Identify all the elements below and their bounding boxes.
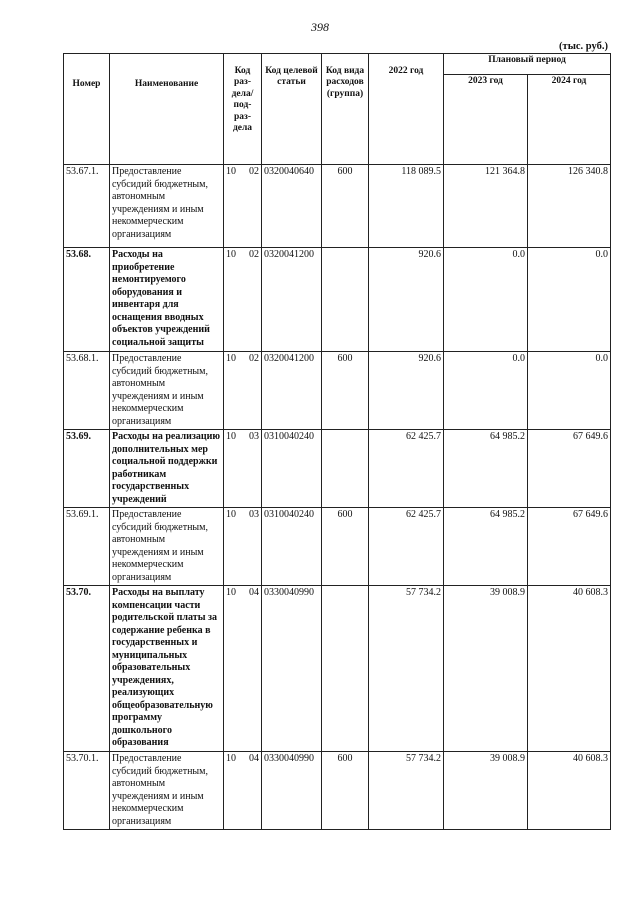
- row-rz: 10: [226, 431, 236, 442]
- row-2022: 57 734.2: [369, 752, 444, 830]
- header-row: [64, 54, 611, 75]
- row-2023: 121 364.8: [444, 165, 528, 248]
- row-2023: 39 008.9: [444, 586, 528, 752]
- row-number: 53.70.1.: [64, 752, 110, 830]
- row-number: 53.68.: [64, 248, 110, 352]
- row-razdel: [224, 248, 262, 352]
- row-vid: 600: [322, 752, 369, 830]
- table-row: [64, 165, 611, 248]
- row-number: 53.68.1.: [64, 352, 110, 430]
- row-pr: 03: [249, 509, 259, 520]
- row-2023: 64 985.2: [444, 508, 528, 586]
- units-label: (тыс. руб.): [559, 41, 608, 52]
- header-name: Наименование: [110, 54, 224, 165]
- row-target: 0320040640: [262, 165, 322, 248]
- row-2023: 0.0: [444, 352, 528, 430]
- header-target: Код целевой статьи: [262, 54, 322, 165]
- row-number: 53.69.: [64, 430, 110, 508]
- row-2023: 39 008.9: [444, 752, 528, 830]
- row-rz: 10: [226, 753, 236, 764]
- row-razdel: [224, 352, 262, 430]
- row-razdel: [224, 165, 262, 248]
- row-target: 0310040240: [262, 430, 322, 508]
- row-rz: 10: [226, 353, 236, 364]
- table-row: [64, 752, 611, 830]
- row-target: 0330040990: [262, 586, 322, 752]
- row-pr: 02: [249, 249, 259, 260]
- row-number: 53.67.1.: [64, 165, 110, 248]
- row-2022: 118 089.5: [369, 165, 444, 248]
- row-2022: 57 734.2: [369, 586, 444, 752]
- row-razdel: [224, 508, 262, 586]
- row-vid: [322, 248, 369, 352]
- row-2023: 0.0: [444, 248, 528, 352]
- row-vid: [322, 586, 369, 752]
- header-2024: 2024 год: [528, 75, 611, 165]
- header-2023: 2023 год: [444, 75, 528, 165]
- row-pr: 04: [249, 587, 259, 598]
- row-number: 53.69.1.: [64, 508, 110, 586]
- row-2022: 62 425.7: [369, 508, 444, 586]
- row-rz: 10: [226, 509, 236, 520]
- row-name: Предоставление субсидий бюджетным, автономным учреждениям и иным некоммерческим организациям: [110, 165, 224, 248]
- row-name: Расходы на выплату компенсации части родительской платы за содержание ребенка в государственных и муниципальных образовательных учреждениях, реализующих общеобразовательную программу дошкольного образования: [110, 586, 224, 752]
- header-number: Номер: [64, 54, 110, 165]
- row-vid: 600: [322, 352, 369, 430]
- header-vid: Код вида расходов (группа): [322, 54, 369, 165]
- row-razdel: [224, 586, 262, 752]
- row-pr: 02: [249, 166, 259, 177]
- header-razdel: Код раз- дела/ под- раз- дела: [224, 54, 262, 165]
- row-2024: 0.0: [528, 352, 611, 430]
- row-target: 0310040240: [262, 508, 322, 586]
- row-name: Расходы на реализацию дополнительных мер социальной поддержки работникам государственных учреждений: [110, 430, 224, 508]
- page-number: 398: [311, 20, 329, 34]
- row-name: Предоставление субсидий бюджетным, автономным учреждениям и иным некоммерческим организациям: [110, 752, 224, 830]
- row-2024: 40 608.3: [528, 586, 611, 752]
- row-razdel: [224, 752, 262, 830]
- table-row: [64, 586, 611, 752]
- table-row: [64, 248, 611, 352]
- row-2022: 62 425.7: [369, 430, 444, 508]
- row-2024: 67 649.6: [528, 430, 611, 508]
- row-2024: 40 608.3: [528, 752, 611, 830]
- row-vid: 600: [322, 508, 369, 586]
- header-2022: 2022 год: [369, 54, 444, 165]
- row-2023: 64 985.2: [444, 430, 528, 508]
- row-vid: 600: [322, 165, 369, 248]
- table-row: [64, 430, 611, 508]
- row-target: 0320041200: [262, 248, 322, 352]
- row-2024: 67 649.6: [528, 508, 611, 586]
- row-rz: 10: [226, 166, 236, 177]
- row-vid: [322, 430, 369, 508]
- row-target: 0320041200: [262, 352, 322, 430]
- row-rz: 10: [226, 587, 236, 598]
- row-name: Расходы на приобретение немонтируемого оборудования и инвентаря для оснащения вводных объектов учреждений социальной защиты: [110, 248, 224, 352]
- row-2024: 126 340.8: [528, 165, 611, 248]
- row-name: Предоставление субсидий бюджетным, автономным учреждениям и иным некоммерческим организациям: [110, 352, 224, 430]
- table-row: [64, 508, 611, 586]
- table-row: [64, 352, 611, 430]
- row-2022: 920.6: [369, 248, 444, 352]
- row-2024: 0.0: [528, 248, 611, 352]
- header-plan-period: Плановый период: [444, 54, 611, 75]
- row-razdel: [224, 430, 262, 508]
- row-number: 53.70.: [64, 586, 110, 752]
- row-pr: 02: [249, 353, 259, 364]
- row-name: Предоставление субсидий бюджетным, автономным учреждениям и иным некоммерческим организациям: [110, 508, 224, 586]
- row-2022: 920.6: [369, 352, 444, 430]
- row-rz: 10: [226, 249, 236, 260]
- row-pr: 03: [249, 431, 259, 442]
- budget-table: [63, 53, 611, 830]
- row-pr: 04: [249, 753, 259, 764]
- row-target: 0330040990: [262, 752, 322, 830]
